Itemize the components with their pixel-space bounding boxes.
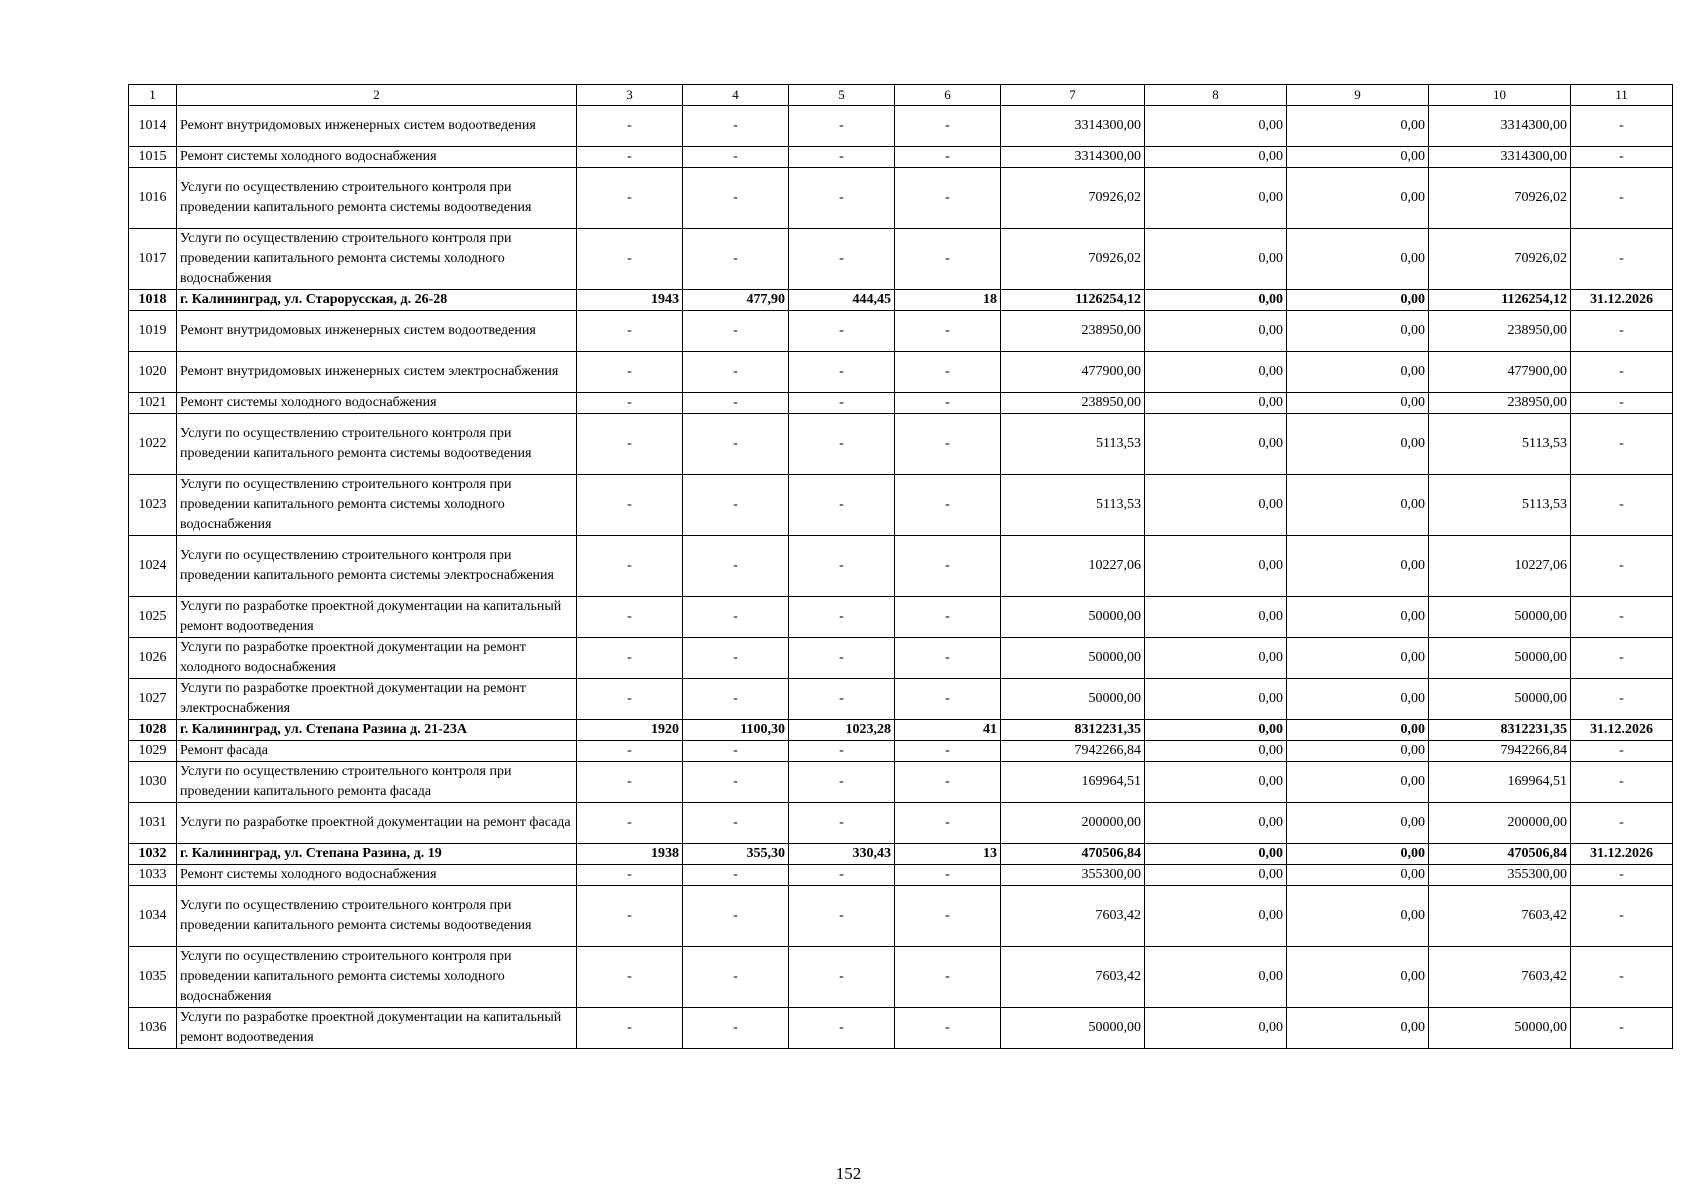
row-description-cell: Услуги по осуществлению строительного контроля при проведении капитального ремонта системы холодного водоснабжения [177,947,577,1008]
residents-cell: - [895,393,1001,414]
living-area-cell: - [789,475,895,536]
fund-local-cell: 0,00 [1287,638,1429,679]
living-area-cell: - [789,414,895,475]
address-row [129,290,1673,311]
table-row [129,597,1673,638]
living-area-cell: - [789,865,895,886]
living-area-cell: - [789,352,895,393]
row-number-cell: 1019 [129,311,177,352]
living-area-cell: - [789,886,895,947]
fund-owners-cell: 1126254,12 [1429,290,1571,311]
total-area-cell: - [683,147,789,168]
total-area-cell: 1100,30 [683,720,789,741]
total-area-cell: - [683,886,789,947]
row-number-cell: 1020 [129,352,177,393]
total-area-cell: - [683,168,789,229]
column-header: 4 [683,85,789,106]
total-area-cell: - [683,947,789,1008]
completion-date-cell: - [1571,638,1673,679]
completion-date-cell: - [1571,1008,1673,1049]
living-area-cell: - [789,147,895,168]
fund-owners-cell: 3314300,00 [1429,106,1571,147]
year-built-cell: - [577,106,683,147]
row-number-cell: 1018 [129,290,177,311]
fund-local-cell: 0,00 [1287,947,1429,1008]
completion-date-cell: - [1571,475,1673,536]
table-row [129,106,1673,147]
capital-repair-table [128,84,1673,1049]
residents-cell: - [895,597,1001,638]
living-area-cell: - [789,597,895,638]
fund-local-cell: 0,00 [1287,844,1429,865]
fund-owners-cell: 7603,42 [1429,886,1571,947]
row-description-cell: Услуги по разработке проектной документации на ремонт электроснабжения [177,679,577,720]
table-row [129,229,1673,290]
column-header: 1 [129,85,177,106]
total-area-cell: - [683,352,789,393]
fund-local-cell: 0,00 [1287,597,1429,638]
table-row [129,679,1673,720]
year-built-cell: - [577,311,683,352]
completion-date-cell: - [1571,106,1673,147]
year-built-cell: - [577,597,683,638]
completion-date-cell: - [1571,762,1673,803]
total-cost-cell: 7603,42 [1001,886,1145,947]
total-cost-cell: 5113,53 [1001,475,1145,536]
table-row [129,886,1673,947]
residents-cell: 41 [895,720,1001,741]
completion-date-cell: - [1571,679,1673,720]
residents-cell: - [895,679,1001,720]
total-cost-cell: 70926,02 [1001,168,1145,229]
row-number-cell: 1029 [129,741,177,762]
residents-cell: - [895,106,1001,147]
completion-date-cell: - [1571,229,1673,290]
row-number-cell: 1025 [129,597,177,638]
total-area-cell: - [683,679,789,720]
column-header: 6 [895,85,1001,106]
column-header: 5 [789,85,895,106]
address-row [129,844,1673,865]
fund-owners-cell: 7942266,84 [1429,741,1571,762]
living-area-cell: - [789,947,895,1008]
total-area-cell: - [683,1008,789,1049]
living-area-cell: - [789,536,895,597]
row-description-cell: Услуги по разработке проектной документации на ремонт холодного водоснабжения [177,638,577,679]
year-built-cell: - [577,886,683,947]
living-area-cell: - [789,393,895,414]
row-number-cell: 1026 [129,638,177,679]
row-number-cell: 1033 [129,865,177,886]
row-number-cell: 1023 [129,475,177,536]
fund-owners-cell: 8312231,35 [1429,720,1571,741]
fund-regional-cell: 0,00 [1145,147,1287,168]
total-cost-cell: 50000,00 [1001,597,1145,638]
fund-regional-cell: 0,00 [1145,352,1287,393]
fund-regional-cell: 0,00 [1145,638,1287,679]
row-description-cell: Ремонт системы холодного водоснабжения [177,393,577,414]
fund-local-cell: 0,00 [1287,393,1429,414]
total-area-cell: - [683,638,789,679]
fund-regional-cell: 0,00 [1145,168,1287,229]
fund-owners-cell: 238950,00 [1429,393,1571,414]
fund-owners-cell: 70926,02 [1429,168,1571,229]
fund-local-cell: 0,00 [1287,229,1429,290]
residents-cell: - [895,475,1001,536]
fund-regional-cell: 0,00 [1145,597,1287,638]
residents-cell: - [895,865,1001,886]
row-description-cell: Ремонт внутридомовых инженерных систем водоотведения [177,311,577,352]
year-built-cell: - [577,865,683,886]
total-area-cell: - [683,229,789,290]
residents-cell: - [895,229,1001,290]
year-built-cell: - [577,168,683,229]
total-area-cell: - [683,865,789,886]
year-built-cell: - [577,947,683,1008]
fund-local-cell: 0,00 [1287,290,1429,311]
fund-owners-cell: 50000,00 [1429,679,1571,720]
row-number-cell: 1036 [129,1008,177,1049]
fund-regional-cell: 0,00 [1145,475,1287,536]
fund-owners-cell: 5113,53 [1429,475,1571,536]
completion-date-cell: - [1571,147,1673,168]
total-area-cell: 355,30 [683,844,789,865]
row-description-cell: Ремонт внутридомовых инженерных систем водоотведения [177,106,577,147]
row-description-cell: г. Калининград, ул. Степана Разина, д. 19 [177,844,577,865]
residents-cell: - [895,147,1001,168]
fund-regional-cell: 0,00 [1145,803,1287,844]
living-area-cell: - [789,803,895,844]
total-area-cell: - [683,597,789,638]
completion-date-cell: - [1571,886,1673,947]
total-cost-cell: 8312231,35 [1001,720,1145,741]
row-description-cell: Услуги по осуществлению строительного контроля при проведении капитального ремонта системы водоотведения [177,168,577,229]
fund-owners-cell: 238950,00 [1429,311,1571,352]
row-number-cell: 1022 [129,414,177,475]
total-cost-cell: 70926,02 [1001,229,1145,290]
living-area-cell: - [789,638,895,679]
row-number-cell: 1031 [129,803,177,844]
total-cost-cell: 3314300,00 [1001,106,1145,147]
year-built-cell: - [577,638,683,679]
living-area-cell: - [789,741,895,762]
residents-cell: - [895,352,1001,393]
total-cost-cell: 470506,84 [1001,844,1145,865]
table-row [129,393,1673,414]
year-built-cell: 1943 [577,290,683,311]
table-row [129,741,1673,762]
living-area-cell: - [789,168,895,229]
column-header: 3 [577,85,683,106]
fund-local-cell: 0,00 [1287,865,1429,886]
residents-cell: - [895,741,1001,762]
row-number-cell: 1035 [129,947,177,1008]
fund-local-cell: 0,00 [1287,311,1429,352]
year-built-cell: 1920 [577,720,683,741]
year-built-cell: - [577,679,683,720]
fund-owners-cell: 50000,00 [1429,597,1571,638]
fund-local-cell: 0,00 [1287,1008,1429,1049]
total-cost-cell: 50000,00 [1001,638,1145,679]
fund-local-cell: 0,00 [1287,803,1429,844]
residents-cell: - [895,638,1001,679]
row-description-cell: Услуги по осуществлению строительного контроля при проведении капитального ремонта системы холодного водоснабжения [177,229,577,290]
total-cost-cell: 200000,00 [1001,803,1145,844]
total-area-cell: 477,90 [683,290,789,311]
total-area-cell: - [683,762,789,803]
year-built-cell: - [577,803,683,844]
fund-local-cell: 0,00 [1287,475,1429,536]
row-description-cell: г. Калининград, ул. Степана Разина д. 21-23А [177,720,577,741]
completion-date-cell: - [1571,414,1673,475]
total-cost-cell: 169964,51 [1001,762,1145,803]
fund-local-cell: 0,00 [1287,414,1429,475]
row-description-cell: Ремонт системы холодного водоснабжения [177,865,577,886]
row-number-cell: 1014 [129,106,177,147]
row-number-cell: 1034 [129,886,177,947]
table-row [129,475,1673,536]
row-description-cell: Ремонт внутридомовых инженерных систем электроснабжения [177,352,577,393]
total-area-cell: - [683,741,789,762]
total-cost-cell: 238950,00 [1001,393,1145,414]
total-cost-cell: 50000,00 [1001,679,1145,720]
table-row [129,865,1673,886]
table-row [129,352,1673,393]
fund-regional-cell: 0,00 [1145,311,1287,352]
row-number-cell: 1015 [129,147,177,168]
living-area-cell: 330,43 [789,844,895,865]
residents-cell: - [895,886,1001,947]
fund-regional-cell: 0,00 [1145,844,1287,865]
fund-owners-cell: 50000,00 [1429,638,1571,679]
completion-date-cell: 31.12.2026 [1571,290,1673,311]
column-number-row [129,85,1673,106]
year-built-cell: - [577,147,683,168]
total-cost-cell: 1126254,12 [1001,290,1145,311]
fund-owners-cell: 5113,53 [1429,414,1571,475]
table-body [129,85,1673,1049]
year-built-cell: - [577,741,683,762]
total-cost-cell: 238950,00 [1001,311,1145,352]
living-area-cell: 1023,28 [789,720,895,741]
completion-date-cell: - [1571,352,1673,393]
fund-local-cell: 0,00 [1287,352,1429,393]
living-area-cell: 444,45 [789,290,895,311]
living-area-cell: - [789,311,895,352]
column-header: 8 [1145,85,1287,106]
fund-regional-cell: 0,00 [1145,741,1287,762]
fund-owners-cell: 50000,00 [1429,1008,1571,1049]
fund-owners-cell: 355300,00 [1429,865,1571,886]
year-built-cell: - [577,762,683,803]
fund-regional-cell: 0,00 [1145,886,1287,947]
row-description-cell: Ремонт фасада [177,741,577,762]
row-number-cell: 1030 [129,762,177,803]
fund-local-cell: 0,00 [1287,679,1429,720]
total-cost-cell: 3314300,00 [1001,147,1145,168]
row-number-cell: 1017 [129,229,177,290]
total-cost-cell: 7942266,84 [1001,741,1145,762]
row-description-cell: Ремонт системы холодного водоснабжения [177,147,577,168]
row-description-cell: г. Калининград, ул. Старорусская, д. 26-28 [177,290,577,311]
table-row [129,1008,1673,1049]
table-row [129,762,1673,803]
fund-local-cell: 0,00 [1287,168,1429,229]
residents-cell: - [895,1008,1001,1049]
fund-regional-cell: 0,00 [1145,229,1287,290]
residents-cell: - [895,762,1001,803]
total-area-cell: - [683,475,789,536]
column-header: 7 [1001,85,1145,106]
completion-date-cell: - [1571,536,1673,597]
row-number-cell: 1027 [129,679,177,720]
fund-owners-cell: 7603,42 [1429,947,1571,1008]
fund-owners-cell: 70926,02 [1429,229,1571,290]
fund-owners-cell: 470506,84 [1429,844,1571,865]
year-built-cell: - [577,475,683,536]
row-description-cell: Услуги по осуществлению строительного контроля при проведении капитального ремонта системы электроснабжения [177,536,577,597]
residents-cell: - [895,311,1001,352]
fund-regional-cell: 0,00 [1145,106,1287,147]
completion-date-cell: - [1571,597,1673,638]
fund-local-cell: 0,00 [1287,762,1429,803]
column-header: 9 [1287,85,1429,106]
total-area-cell: - [683,106,789,147]
fund-regional-cell: 0,00 [1145,290,1287,311]
total-area-cell: - [683,311,789,352]
fund-regional-cell: 0,00 [1145,865,1287,886]
total-cost-cell: 355300,00 [1001,865,1145,886]
year-built-cell: 1938 [577,844,683,865]
fund-local-cell: 0,00 [1287,741,1429,762]
residents-cell: - [895,803,1001,844]
year-built-cell: - [577,536,683,597]
fund-local-cell: 0,00 [1287,720,1429,741]
total-cost-cell: 7603,42 [1001,947,1145,1008]
fund-owners-cell: 3314300,00 [1429,147,1571,168]
residents-cell: - [895,947,1001,1008]
address-row [129,720,1673,741]
year-built-cell: - [577,414,683,475]
table-row [129,803,1673,844]
row-description-cell: Услуги по осуществлению строительного контроля при проведении капитального ремонта системы водоотведения [177,414,577,475]
row-number-cell: 1016 [129,168,177,229]
living-area-cell: - [789,229,895,290]
table-row [129,168,1673,229]
row-number-cell: 1028 [129,720,177,741]
row-description-cell: Услуги по разработке проектной документации на капитальный ремонт водоотведения [177,1008,577,1049]
living-area-cell: - [789,679,895,720]
fund-regional-cell: 0,00 [1145,393,1287,414]
residents-cell: 13 [895,844,1001,865]
column-header: 10 [1429,85,1571,106]
fund-regional-cell: 0,00 [1145,762,1287,803]
total-area-cell: - [683,393,789,414]
fund-regional-cell: 0,00 [1145,720,1287,741]
living-area-cell: - [789,106,895,147]
residents-cell: - [895,536,1001,597]
table-row [129,536,1673,597]
completion-date-cell: - [1571,311,1673,352]
fund-owners-cell: 200000,00 [1429,803,1571,844]
total-area-cell: - [683,803,789,844]
completion-date-cell: 31.12.2026 [1571,844,1673,865]
fund-regional-cell: 0,00 [1145,947,1287,1008]
row-number-cell: 1032 [129,844,177,865]
row-description-cell: Услуги по осуществлению строительного контроля при проведении капитального ремонта фасада [177,762,577,803]
total-area-cell: - [683,536,789,597]
year-built-cell: - [577,393,683,414]
total-cost-cell: 10227,06 [1001,536,1145,597]
row-description-cell: Услуги по разработке проектной документации на капитальный ремонт водоотведения [177,597,577,638]
completion-date-cell: - [1571,741,1673,762]
living-area-cell: - [789,762,895,803]
row-description-cell: Услуги по осуществлению строительного контроля при проведении капитального ремонта системы холодного водоснабжения [177,475,577,536]
fund-owners-cell: 169964,51 [1429,762,1571,803]
year-built-cell: - [577,229,683,290]
fund-local-cell: 0,00 [1287,147,1429,168]
row-description-cell: Услуги по разработке проектной документации на ремонт фасада [177,803,577,844]
completion-date-cell: 31.12.2026 [1571,720,1673,741]
column-header: 2 [177,85,577,106]
total-cost-cell: 5113,53 [1001,414,1145,475]
page-number: 152 [835,1164,862,1183]
table-row [129,147,1673,168]
row-description-cell: Услуги по осуществлению строительного контроля при проведении капитального ремонта системы водоотведения [177,886,577,947]
year-built-cell: - [577,352,683,393]
completion-date-cell: - [1571,803,1673,844]
row-number-cell: 1024 [129,536,177,597]
table-row [129,638,1673,679]
fund-owners-cell: 10227,06 [1429,536,1571,597]
fund-regional-cell: 0,00 [1145,536,1287,597]
fund-local-cell: 0,00 [1287,536,1429,597]
table-row [129,414,1673,475]
fund-regional-cell: 0,00 [1145,679,1287,720]
fund-owners-cell: 477900,00 [1429,352,1571,393]
residents-cell: - [895,168,1001,229]
total-area-cell: - [683,414,789,475]
fund-local-cell: 0,00 [1287,886,1429,947]
fund-regional-cell: 0,00 [1145,1008,1287,1049]
completion-date-cell: - [1571,168,1673,229]
residents-cell: - [895,414,1001,475]
completion-date-cell: - [1571,947,1673,1008]
living-area-cell: - [789,1008,895,1049]
fund-local-cell: 0,00 [1287,106,1429,147]
fund-regional-cell: 0,00 [1145,414,1287,475]
completion-date-cell: - [1571,865,1673,886]
total-cost-cell: 50000,00 [1001,1008,1145,1049]
row-number-cell: 1021 [129,393,177,414]
year-built-cell: - [577,1008,683,1049]
total-cost-cell: 477900,00 [1001,352,1145,393]
residents-cell: 18 [895,290,1001,311]
table-row [129,311,1673,352]
completion-date-cell: - [1571,393,1673,414]
table-row [129,947,1673,1008]
column-header: 11 [1571,85,1673,106]
